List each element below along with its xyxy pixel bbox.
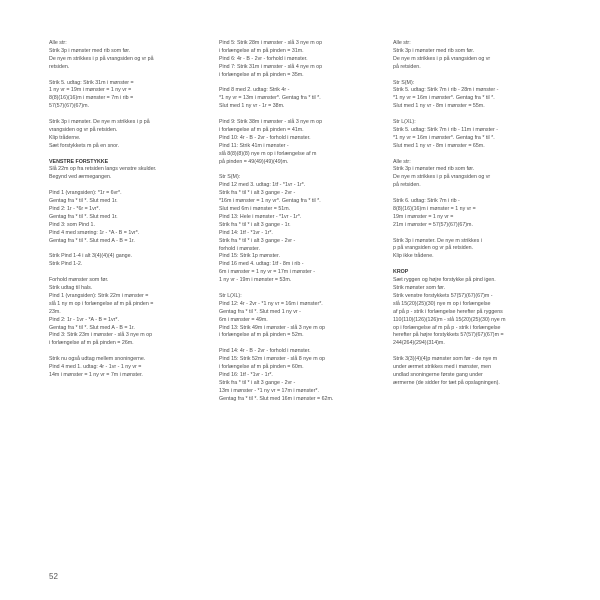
text-line: 1 ny vr - 19m i mønster = 53m. <box>219 277 292 284</box>
text-line: Gentag fra * til *. Slut med 1r. <box>49 198 118 205</box>
text-line: Pind 14: 4r - B - 2vr - forhold i mønster. <box>219 348 311 355</box>
text-line: 1 ny vr = 19m i mønster = 1 ny vr = <box>49 87 132 94</box>
text-line: Slut med 1 ny vr - 8m i mønster = 55m. <box>393 103 485 110</box>
text-line: på pinden = 49(49)(49)(49)m. <box>219 158 289 165</box>
text-line: 110(110)(126)(126)m - slå 15(20)(25)(30) nye m <box>393 316 506 323</box>
text-line: Pind 2: 1r - *6r = 1vr*. <box>49 205 101 212</box>
text-line: *1 ny vr = 13m i mønster*. Gentag fra * til *. <box>219 95 321 102</box>
text-line: herefter på højre forstykkets 57(57)(67)(67)m = <box>393 332 504 339</box>
text-line: Pind 16 med 4. udtag: 1tf - 8m i rib - <box>219 261 304 268</box>
text-line: Klip tråderne. <box>49 134 81 141</box>
text-line: Pind 3: som Pind 1. <box>49 221 95 228</box>
text-line: 19m i mønster = 1 ny vr = <box>393 213 454 220</box>
text-line: Pind 10: 4r - B - 2vr - forhold i mønster. <box>219 134 311 141</box>
text-line: De nye m strikkes i p på vrangsiden og vr <box>393 55 491 62</box>
text-line: forhold i mønster. <box>219 245 260 252</box>
text-line: i forlængelse af m på pinden = 26m. <box>49 340 134 347</box>
text-line: Pind 13: Hele i mønster - *1vr - 1r*. <box>219 213 302 220</box>
text-line: Slut med 1 ny vr - 8m i mønster = 65m. <box>393 142 485 149</box>
text-line: Pind 15: Strik 52m i mønster - slå 8 nye m op <box>219 356 325 363</box>
text-line: vrangsiden og vr på retsiden. <box>49 126 118 133</box>
text-line: Strik 3p i mønster. De nye m strikkes i p på <box>49 119 150 126</box>
text-line: Gentag fra * til *. Slut med 1 ny vr - <box>219 308 301 315</box>
text-line: 244(264)(294)(314)m. <box>393 340 445 347</box>
text-line: Gentag fra * til *. Slut med 1r. <box>49 213 118 220</box>
text-line: Sæt ryggen og højre forstykke på pind igen. <box>393 277 496 284</box>
text-line: Strik 3p i mønster. De nye m strikkes i <box>393 237 482 244</box>
text-line: Pind 7: Strik 31m i mønster - slå 4 nye m op <box>219 63 323 70</box>
text-line: Strik Pind 1-2. <box>49 261 83 268</box>
text-line: *16m i mønster = 1 ny vr*. Gentag fra * til *. <box>219 198 321 205</box>
paragraph <box>49 40 209 72</box>
text-line: Klip ikke trådene. <box>393 253 434 260</box>
paragraph <box>49 80 209 112</box>
text-line: slå 15(20)(25)(30) nye m op i forlængelse <box>393 300 491 307</box>
text-line: Str L(XL): <box>393 119 416 126</box>
text-line: undlad snoningerne første gang under <box>393 371 483 378</box>
text-line: Strik 3p i mønster med rib som før. <box>49 47 131 54</box>
paragraph <box>219 40 384 80</box>
text-line: Strik Pind 1-4 i alt 3(4)(4)(4) gange. <box>49 253 133 260</box>
paragraph <box>49 356 209 380</box>
paragraph <box>49 190 209 245</box>
section-heading: VENSTRE FORSTYKKE <box>49 158 109 165</box>
text-line: Pind 12: 4r - 2vr - *1 ny vr = 16m i mønster*. <box>219 300 323 307</box>
text-line: i forlængelse af m på pinden = 41m. <box>219 126 304 133</box>
text-line: Slut med 1 ny vr - 1r = 38m. <box>219 103 285 110</box>
paragraph <box>219 348 384 403</box>
text-line: Strik fra * til * i alt 3 gange - 2vr - <box>219 190 296 197</box>
text-line: Str L(XL): <box>219 292 242 299</box>
text-line: Strik venstre forstykkets 57(57)(67)(67)m - <box>393 292 493 299</box>
text-line: Pind 8 med 2. udtag: Strik 4r - <box>219 87 290 94</box>
text-line: Strik 5. udtag: Strik 7m i rib - 11m i mønster - <box>393 126 498 133</box>
text-line: *1 ny vr = 16m i mønster*. Gentag fra * til *. <box>393 134 495 141</box>
text-line: De nye m strikkes i p på vrangsiden og vr på <box>49 55 154 62</box>
text-line: Gentag fra * til *. Slut med 16m i mønster = 62m. <box>219 395 334 402</box>
text-line: Pind 13: Strik 49m i mønster - slå 3 nye m op <box>219 324 325 331</box>
paragraph <box>393 238 558 262</box>
page-number: 52 <box>49 572 58 581</box>
text-line: Pind 1 (vrangsiden): Strik 22m i mønster = <box>49 292 149 299</box>
text-line: Begynd ved ærmegangen. <box>49 174 112 181</box>
text-line: Strik 5. udtag: Strik 31m i mønster = <box>49 79 134 86</box>
text-line: under ærmet strikkes med i mønster, men <box>393 364 492 371</box>
column-right <box>393 40 558 396</box>
text-line: *1 ny vr = 16m i mønster*. Gentag fra * til *. <box>393 95 495 102</box>
text-line: Pind 6: 4r - B - 2vr - forhold i mønster. <box>219 55 308 62</box>
text-line: 57(57)(67)(67)m. <box>49 103 90 110</box>
text-line: Strik fra * til * i alt 3 gange - 2vr - <box>219 379 296 386</box>
paragraph <box>219 87 384 111</box>
text-line: 23m. <box>49 308 61 315</box>
paragraph <box>393 356 558 388</box>
text-line: i forlængelse af m på pinden = 35m. <box>219 71 304 78</box>
text-line: Slå 22m op fra retsiden langs venstre skulder. <box>49 166 157 173</box>
paragraph <box>49 159 209 183</box>
text-line: Strik 5. udtag: Strik 7m i rib - 28m i mønster - <box>393 87 499 94</box>
text-line: på retsiden. <box>393 63 421 70</box>
text-line: Pind 14: 1tf - *1vr - 1r*. <box>219 229 273 236</box>
text-line: Pind 11: Strik 41m i mønster - <box>219 142 289 149</box>
paragraph <box>393 119 558 151</box>
text-line: Pind 15: Strik 1p mønster. <box>219 253 280 260</box>
column-middle <box>219 40 384 412</box>
text-line: Strik fra * til * i alt 3 gange - 2vr - <box>219 237 296 244</box>
text-line: p på vrangsiden og vr på retsiden. <box>393 245 474 252</box>
text-line: Pind 1 (vrangsiden): *1r = 6vr*. <box>49 190 122 197</box>
text-line: i forlængelse af m på pinden = 52m. <box>219 332 304 339</box>
text-line: Pind 16: 1tf - *1vr - 1r*. <box>219 371 273 378</box>
text-line: Alle str: <box>393 40 411 46</box>
paragraph <box>219 174 384 285</box>
paragraph <box>393 40 558 72</box>
text-line: 8(8)(16)(16)m i mønster = 7m i rib = <box>49 95 134 102</box>
text-line: De nye m strikkes i p på vrangsiden og vr <box>393 174 491 181</box>
text-line: i forlængelse af m på pinden = 31m. <box>219 47 304 54</box>
text-line: Forhold mønster som før. <box>49 277 109 284</box>
text-line: Strik 6. udtag: Strik 7m i rib - <box>393 198 460 205</box>
text-line: af på p - strik i forlængelse herefter på ryggens <box>393 308 503 315</box>
text-line: slå 8(8)(8)(8) nye m op i forlængelse af m <box>219 150 317 157</box>
text-line: Str S(M): <box>219 174 241 181</box>
paragraph <box>393 159 558 191</box>
paragraph <box>393 198 558 230</box>
text-line: retsiden. <box>49 63 70 70</box>
paragraph <box>393 80 558 112</box>
text-line: Alle str: <box>49 40 67 46</box>
text-line: Strik fra * til * i alt 3 gange - 1r. <box>219 221 291 228</box>
text-line: 8(8)(16)(16)m i mønster = 1 ny vr = <box>393 205 476 212</box>
paragraph <box>49 277 209 348</box>
text-line: 14m i mønster = 1 ny vr = 7m i mønster. <box>49 371 143 378</box>
text-line: Pind 2: 1r - 1vr - *A - B = 1vr*. <box>49 316 119 323</box>
text-line: Pind 9: Strik 38m i mønster - slå 3 nye m op <box>219 119 323 126</box>
paragraph <box>219 293 384 340</box>
text-line: Pind 12 med 3. udtag: 1tf - *1vr - 1r*. <box>219 182 306 189</box>
text-line: Alle str: <box>393 158 411 165</box>
text-line: 21m i mønster = 57(57)(67)(67)m. <box>393 221 473 228</box>
text-line: op i forlængelse af m på p - strik i forlængelse <box>393 324 501 331</box>
text-line: Gentag fra * til *. Slut med A - B = 1r. <box>49 237 135 244</box>
paragraph <box>49 119 209 151</box>
text-line: Sæt forstykkets m på en snor. <box>49 142 120 149</box>
text-line: Slut med 6m i mønster = 51m. <box>219 205 291 212</box>
text-line: Strik udtag til hals. <box>49 285 93 291</box>
text-line: Pind 4 med smøring: 1r - *A - B = 1vr*. <box>49 229 140 236</box>
text-line: Strik nu også udtag mellem snoningerne. <box>49 356 146 363</box>
paragraph <box>49 253 209 269</box>
text-line: i forlængelse af m på pinden = 60m. <box>219 364 304 371</box>
paragraph <box>219 119 384 166</box>
paragraph <box>393 269 558 348</box>
column-left <box>49 40 209 388</box>
text-line: Gentag fra * til *. Slut med A - B = 1r. <box>49 324 135 331</box>
text-line: Strik 3(3)(4)(4)p mønster som før - de nye m <box>393 356 498 363</box>
text-line: Pind 4 med 1. udtag: 4r - 1vr - 1 ny vr = <box>49 364 142 371</box>
text-line: ærmerne (de sidder for tæt på opslagningen). <box>393 379 500 386</box>
text-line: 6m i mønster = 1 ny vr = 17m i mønster - <box>219 269 315 276</box>
section-heading: KROP <box>393 269 409 276</box>
text-line: Str S(M): <box>393 79 415 86</box>
text-line: Pind 3: Strik 23m i mønster - slå 3 nye m op <box>49 332 153 339</box>
text-line: Strik mønster som før. <box>393 285 446 291</box>
text-line: slå 1 ny m op i forlængelse af m på pinden = <box>49 300 154 307</box>
text-line: 6m i mønster = 49m. <box>219 316 268 323</box>
text-line: Strik 3p i mønster med rib som før. <box>393 166 475 173</box>
text-line: på retsiden. <box>393 182 421 189</box>
text-line: 13m i mønster - *1 ny vr = 17m i mønster*. <box>219 387 319 394</box>
text-line: Pind 5: Strik 28m i mønster - slå 3 nye m op <box>219 40 323 46</box>
text-line: Strik 3p i mønster med rib som før. <box>393 47 475 54</box>
